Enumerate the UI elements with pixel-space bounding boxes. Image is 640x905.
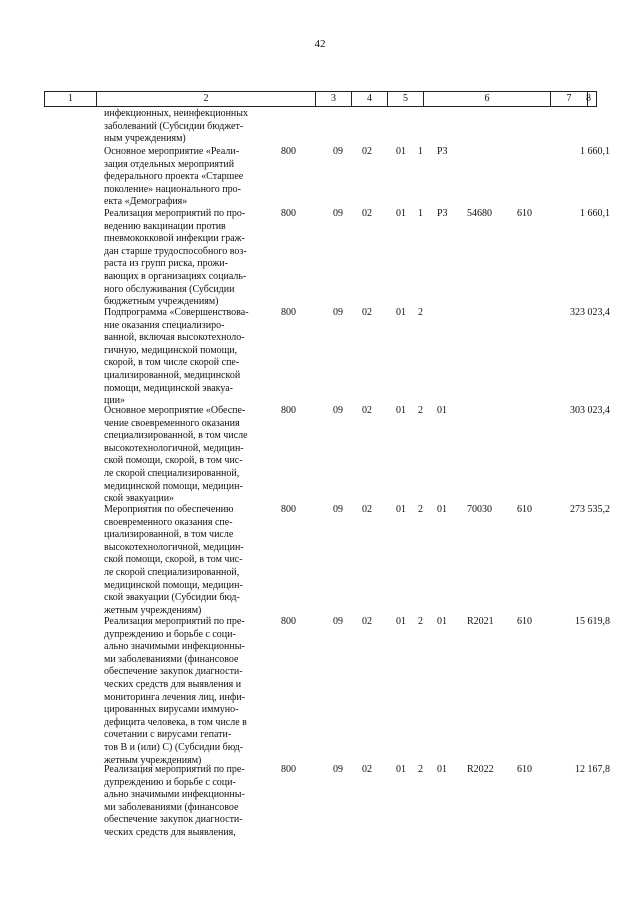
col-6-part-c: 01 <box>437 764 447 775</box>
row-description: Реализация мероприятий по про- ведению вакцинации против пневмококковой инфекции граж- дан старше трудоспособного воз- раста из групп риска, прожи- вающих в организациях социаль- ного обслуживания (Субсидии бюджетным учреждениям) <box>104 208 247 308</box>
col-5-value: 02 <box>362 405 372 416</box>
col-8-amount: 273 535,2 <box>570 504 610 515</box>
col-5-value: 02 <box>362 146 372 157</box>
col-6-part-b: 1 <box>418 208 423 219</box>
col-6-part-c: P3 <box>437 208 448 219</box>
col-7-value: 610 <box>517 504 532 515</box>
header-col-4: 4 <box>367 93 372 104</box>
col-4-value: 09 <box>333 405 343 416</box>
col-6-part-b: 1 <box>418 146 423 157</box>
col-3-value: 800 <box>281 764 296 775</box>
row-description: Основное мероприятие «Реали- зация отдельных мероприятий федерального проекта «Старшее поколение» национального про- екта «Демография» <box>104 146 244 208</box>
page-number: 42 <box>314 38 326 50</box>
col-3-value: 800 <box>281 307 296 318</box>
header-col-6: 6 <box>484 93 490 104</box>
col-8-amount: 12 167,8 <box>575 764 610 775</box>
header-col-3: 3 <box>331 93 336 104</box>
col-8-amount: 323 023,4 <box>570 307 610 318</box>
col-7-value: 610 <box>517 616 532 627</box>
col-6-part-d: R2022 <box>467 764 494 775</box>
col-7-value: 610 <box>517 208 532 219</box>
col-6-part-a: 01 <box>396 208 406 219</box>
col-4-value: 09 <box>333 616 343 627</box>
col-6-part-b: 2 <box>418 307 423 318</box>
col-3-value: 800 <box>281 504 296 515</box>
col-3-value: 800 <box>281 405 296 416</box>
col-6-part-a: 01 <box>396 307 406 318</box>
row-description: Реализация мероприятий по пре- дупреждению и борьбе с соци- ально значимыми инфекционны- ми заболеваниями (финансовое обеспечение закупок диагности- ческих средств для выявления, <box>104 764 245 838</box>
table-header <box>44 91 597 107</box>
col-6-part-b: 2 <box>418 504 423 515</box>
col-6-part-c: 01 <box>437 405 447 416</box>
col-8-amount: 303 023,4 <box>570 405 610 416</box>
row-description: Основное мероприятие «Обеспе- чение своевременного оказания специализированной, в том числе высокотехнологичной, медицин- ской помощи, скорой, в том чис- ле скорой специализированной, медицинской помощи, медицин- ской эвакуации» <box>104 405 248 505</box>
row-description: инфекционных, неинфекционных заболеваний (Субсидии бюджет- ным учреждениям) <box>104 108 248 145</box>
col-3-value: 800 <box>281 146 296 157</box>
col-8-amount: 1 660,1 <box>580 208 610 219</box>
row-description: Подпрограмма «Совершенствова- ние оказания специализиро- ванной, включая высокотехноло- гичную, медицинской помощи, скорой, в том числе скорой спе- циализированной, медицинской помощи, медицинской эвакуа- ции» <box>104 307 249 407</box>
row-description: Мероприятия по обеспечению своевременного оказания спе- циализированной, в том числе высокотехнологичной, медицин- ской помощи, скорой, в том чис- ле скорой специализированной, медицинской помощи, медицин- ской эвакуации (Субсидии бюд- жетным учреждениям) <box>104 504 244 616</box>
col-6-part-a: 01 <box>396 146 406 157</box>
col-4-value: 09 <box>333 504 343 515</box>
col-6-part-d: 54680 <box>467 208 492 219</box>
col-6-part-a: 01 <box>396 504 406 515</box>
header-col-8: 8 <box>586 93 591 104</box>
col-3-value: 800 <box>281 208 296 219</box>
col-4-value: 09 <box>333 146 343 157</box>
col-8-amount: 1 660,1 <box>580 146 610 157</box>
col-5-value: 02 <box>362 616 372 627</box>
header-col-7: 7 <box>566 93 572 104</box>
header-col-2: 2 <box>203 93 209 104</box>
col-4-value: 09 <box>333 208 343 219</box>
col-3-value: 800 <box>281 616 296 627</box>
col-6-part-c: 01 <box>437 504 447 515</box>
row-description: Реализация мероприятий по пре- дупреждению и борьбе с соци- ально значимыми инфекционны- ми заболеваниями (финансовое обеспечение закупок диагности- ческих средств для выявления и мониторинга лечения лиц, инфи- цированных вирусами иммуно- дефицита человека, в том числе в сочетании с вирусами гепати- тов В и (или) С) (Субсидии бюд- жетным учреждениям) <box>104 616 247 766</box>
col-5-value: 02 <box>362 307 372 318</box>
col-6-part-a: 01 <box>396 405 406 416</box>
col-4-value: 09 <box>333 764 343 775</box>
col-7-value: 610 <box>517 764 532 775</box>
col-6-part-c: 01 <box>437 616 447 627</box>
col-5-value: 02 <box>362 764 372 775</box>
header-col-5: 5 <box>403 93 408 104</box>
col-6-part-a: 01 <box>396 616 406 627</box>
col-6-part-d: R2021 <box>467 616 494 627</box>
col-6-part-a: 01 <box>396 764 406 775</box>
col-8-amount: 15 619,8 <box>575 616 610 627</box>
col-6-part-b: 2 <box>418 764 423 775</box>
header-col-1: 1 <box>68 93 73 104</box>
col-6-part-c: P3 <box>437 146 448 157</box>
col-4-value: 09 <box>333 307 343 318</box>
col-5-value: 02 <box>362 504 372 515</box>
col-6-part-b: 2 <box>418 405 423 416</box>
col-6-part-b: 2 <box>418 616 423 627</box>
col-6-part-d: 70030 <box>467 504 492 515</box>
col-5-value: 02 <box>362 208 372 219</box>
